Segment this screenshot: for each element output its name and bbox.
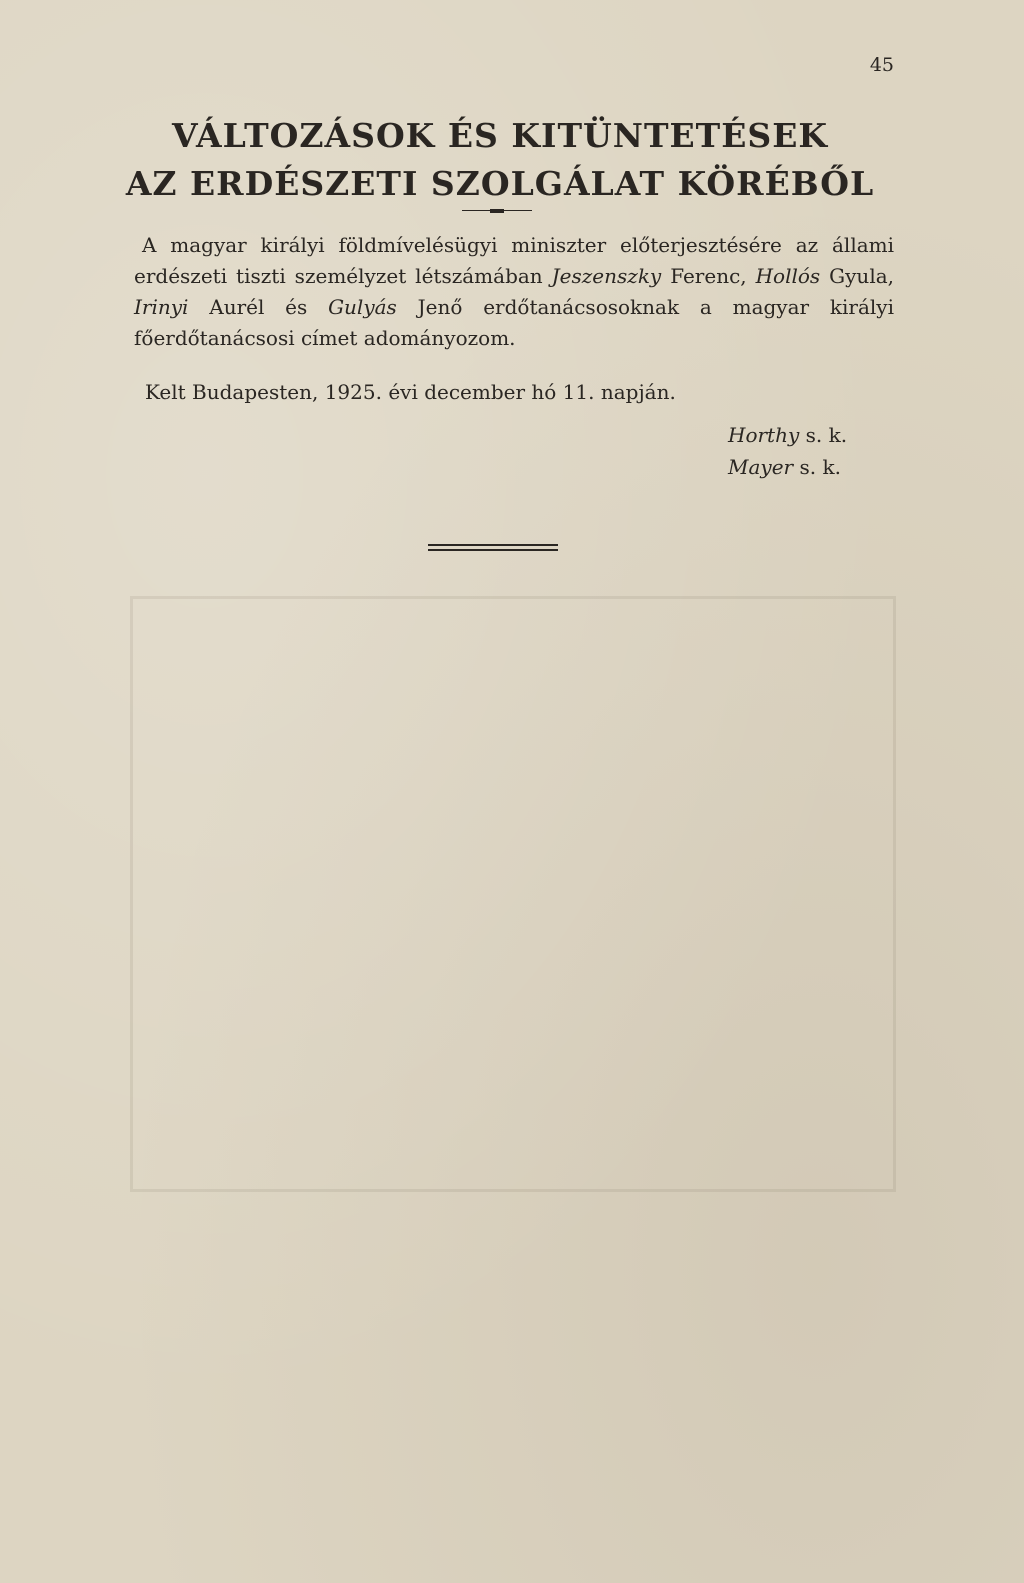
person-name: Irinyi <box>134 295 189 319</box>
double-rule-divider <box>428 544 558 554</box>
title-ornament <box>462 209 532 213</box>
title-line-2: AZ ERDÉSZETI SZOLGÁLAT KÖRÉBŐL <box>125 164 875 203</box>
show-through-bleed <box>130 596 896 1192</box>
signature-mayer: Mayer s. k. <box>728 455 841 479</box>
decree-paragraph <box>134 230 894 354</box>
person-name: Hollós <box>755 264 821 288</box>
title-line-1: VÁLTOZÁSOK ÉS KITÜNTETÉSEK <box>171 116 829 155</box>
heading <box>0 112 1000 208</box>
person-name: Gulyás <box>328 295 397 319</box>
person-name: Jeszenszky <box>551 264 662 288</box>
page-number: 45 <box>869 54 894 76</box>
date-line: Kelt Budapesten, 1925. évi december hó 11. napján. <box>145 380 676 404</box>
signature-horthy: Horthy s. k. <box>728 423 848 447</box>
decree-text: A magyar királyi földmívelésügyi miniszter előterjesztésére az állami erdészeti tiszti személyzet létszámában Jeszenszky Ferenc, Hollós Gyula, Irinyi Aurél és Gulyás Jenő erdőtanácsosoknak a magyar királyi főerdőtanácsosi címet adományozom. <box>134 233 894 350</box>
